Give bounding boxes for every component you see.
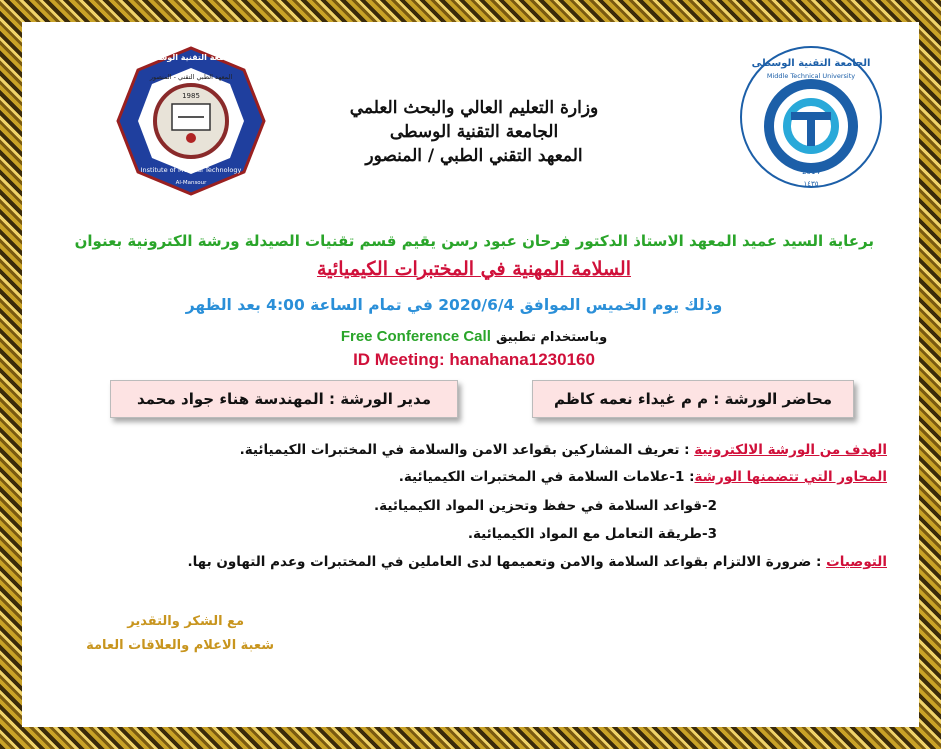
app-line: [174, 326, 774, 345]
document-page: [24, 26, 917, 723]
department-text: شعبة الاعلام والعلاقات العامة: [86, 638, 274, 653]
recommendations-line: [187, 554, 887, 570]
recommendations-text: : ضرورة الالتزام بقواعد السلامة والامن وتعميمها لدى العاملين في المختبرات وعدم التهاون بها.: [187, 554, 827, 570]
institute-name: المعهد التقني الطبي / المنصور: [365, 146, 583, 166]
workshop-title: السلامة المهنية في المختبرات الكيميائية: [316, 258, 631, 280]
logo-right-arabic: الجامعة التقنية الوسطى: [751, 58, 871, 69]
date-time-line: وذلك يوم الخميس الموافق 2020/6/4 في تمام الساعة 4:00 بعد الظهر: [185, 296, 723, 314]
logo-left-arabic-top: الجامعة التقنية الوسطى: [143, 53, 239, 62]
logo-right-english: Middle Technical University: [766, 72, 856, 80]
axes-label: المحاور التي تتضمنها الورشة: [694, 469, 887, 485]
app-label: وباستخدام تطبيق: [495, 330, 608, 345]
goal-line: [240, 442, 887, 458]
university-logo: [736, 42, 886, 192]
logo-right-year: 2014: [802, 168, 820, 176]
logo-left-english: Institute of Medical Technology: [140, 166, 242, 174]
axes-line-2: 2-قواعد السلامة في حفظ وتحزين المواد الكيميائية.: [374, 498, 717, 514]
logo-right-year-hijri: ١٤٣٥: [803, 180, 819, 188]
sponsor-line: برعاية السيد عميد المعهد الاستاذ الدكتور فرحان عبود رسن يقيم قسم تقنيات الصيدلة ورشة الكترونية بعنوان: [74, 232, 874, 250]
goal-text: : تعريف المشاركين بقواعد الامن والسلامة في المختبرات الكيميائية.: [239, 442, 695, 458]
logo-left-city: Al-Mansour: [175, 180, 207, 186]
meeting-id: ID Meeting: hanahana1230160: [353, 350, 595, 369]
logo-left-arabic-sub: المعهد الطبي التقني - المنصور: [149, 73, 233, 81]
axes-line-1: [399, 469, 887, 485]
university-name: الجامعة التقنية الوسطى: [389, 122, 559, 142]
manager-box: مدير الورشة : المهندسة هناء جواد محمد: [110, 380, 458, 418]
app-name: Free Conference Call: [340, 328, 491, 345]
axes-line-3: 3-طريقة التعامل مع المواد الكيميائية.: [467, 526, 717, 542]
institute-logo: [116, 46, 266, 196]
recommendations-label: التوصيات: [826, 554, 887, 570]
axes-text-1: : 1-علامات السلامة في المختبرات الكيميائية.: [398, 469, 695, 485]
thanks-text: مع الشكر والتقدير: [127, 614, 244, 629]
ministry-name: وزارة التعليم العالي والبحث العلمي: [349, 98, 599, 118]
logo-left-year: 1985: [182, 92, 200, 100]
goal-label: الهدف من الورشة الالكترونية: [694, 442, 887, 458]
lecturer-box: محاضر الورشة : م م غيداء نعمه كاظم: [532, 380, 854, 418]
